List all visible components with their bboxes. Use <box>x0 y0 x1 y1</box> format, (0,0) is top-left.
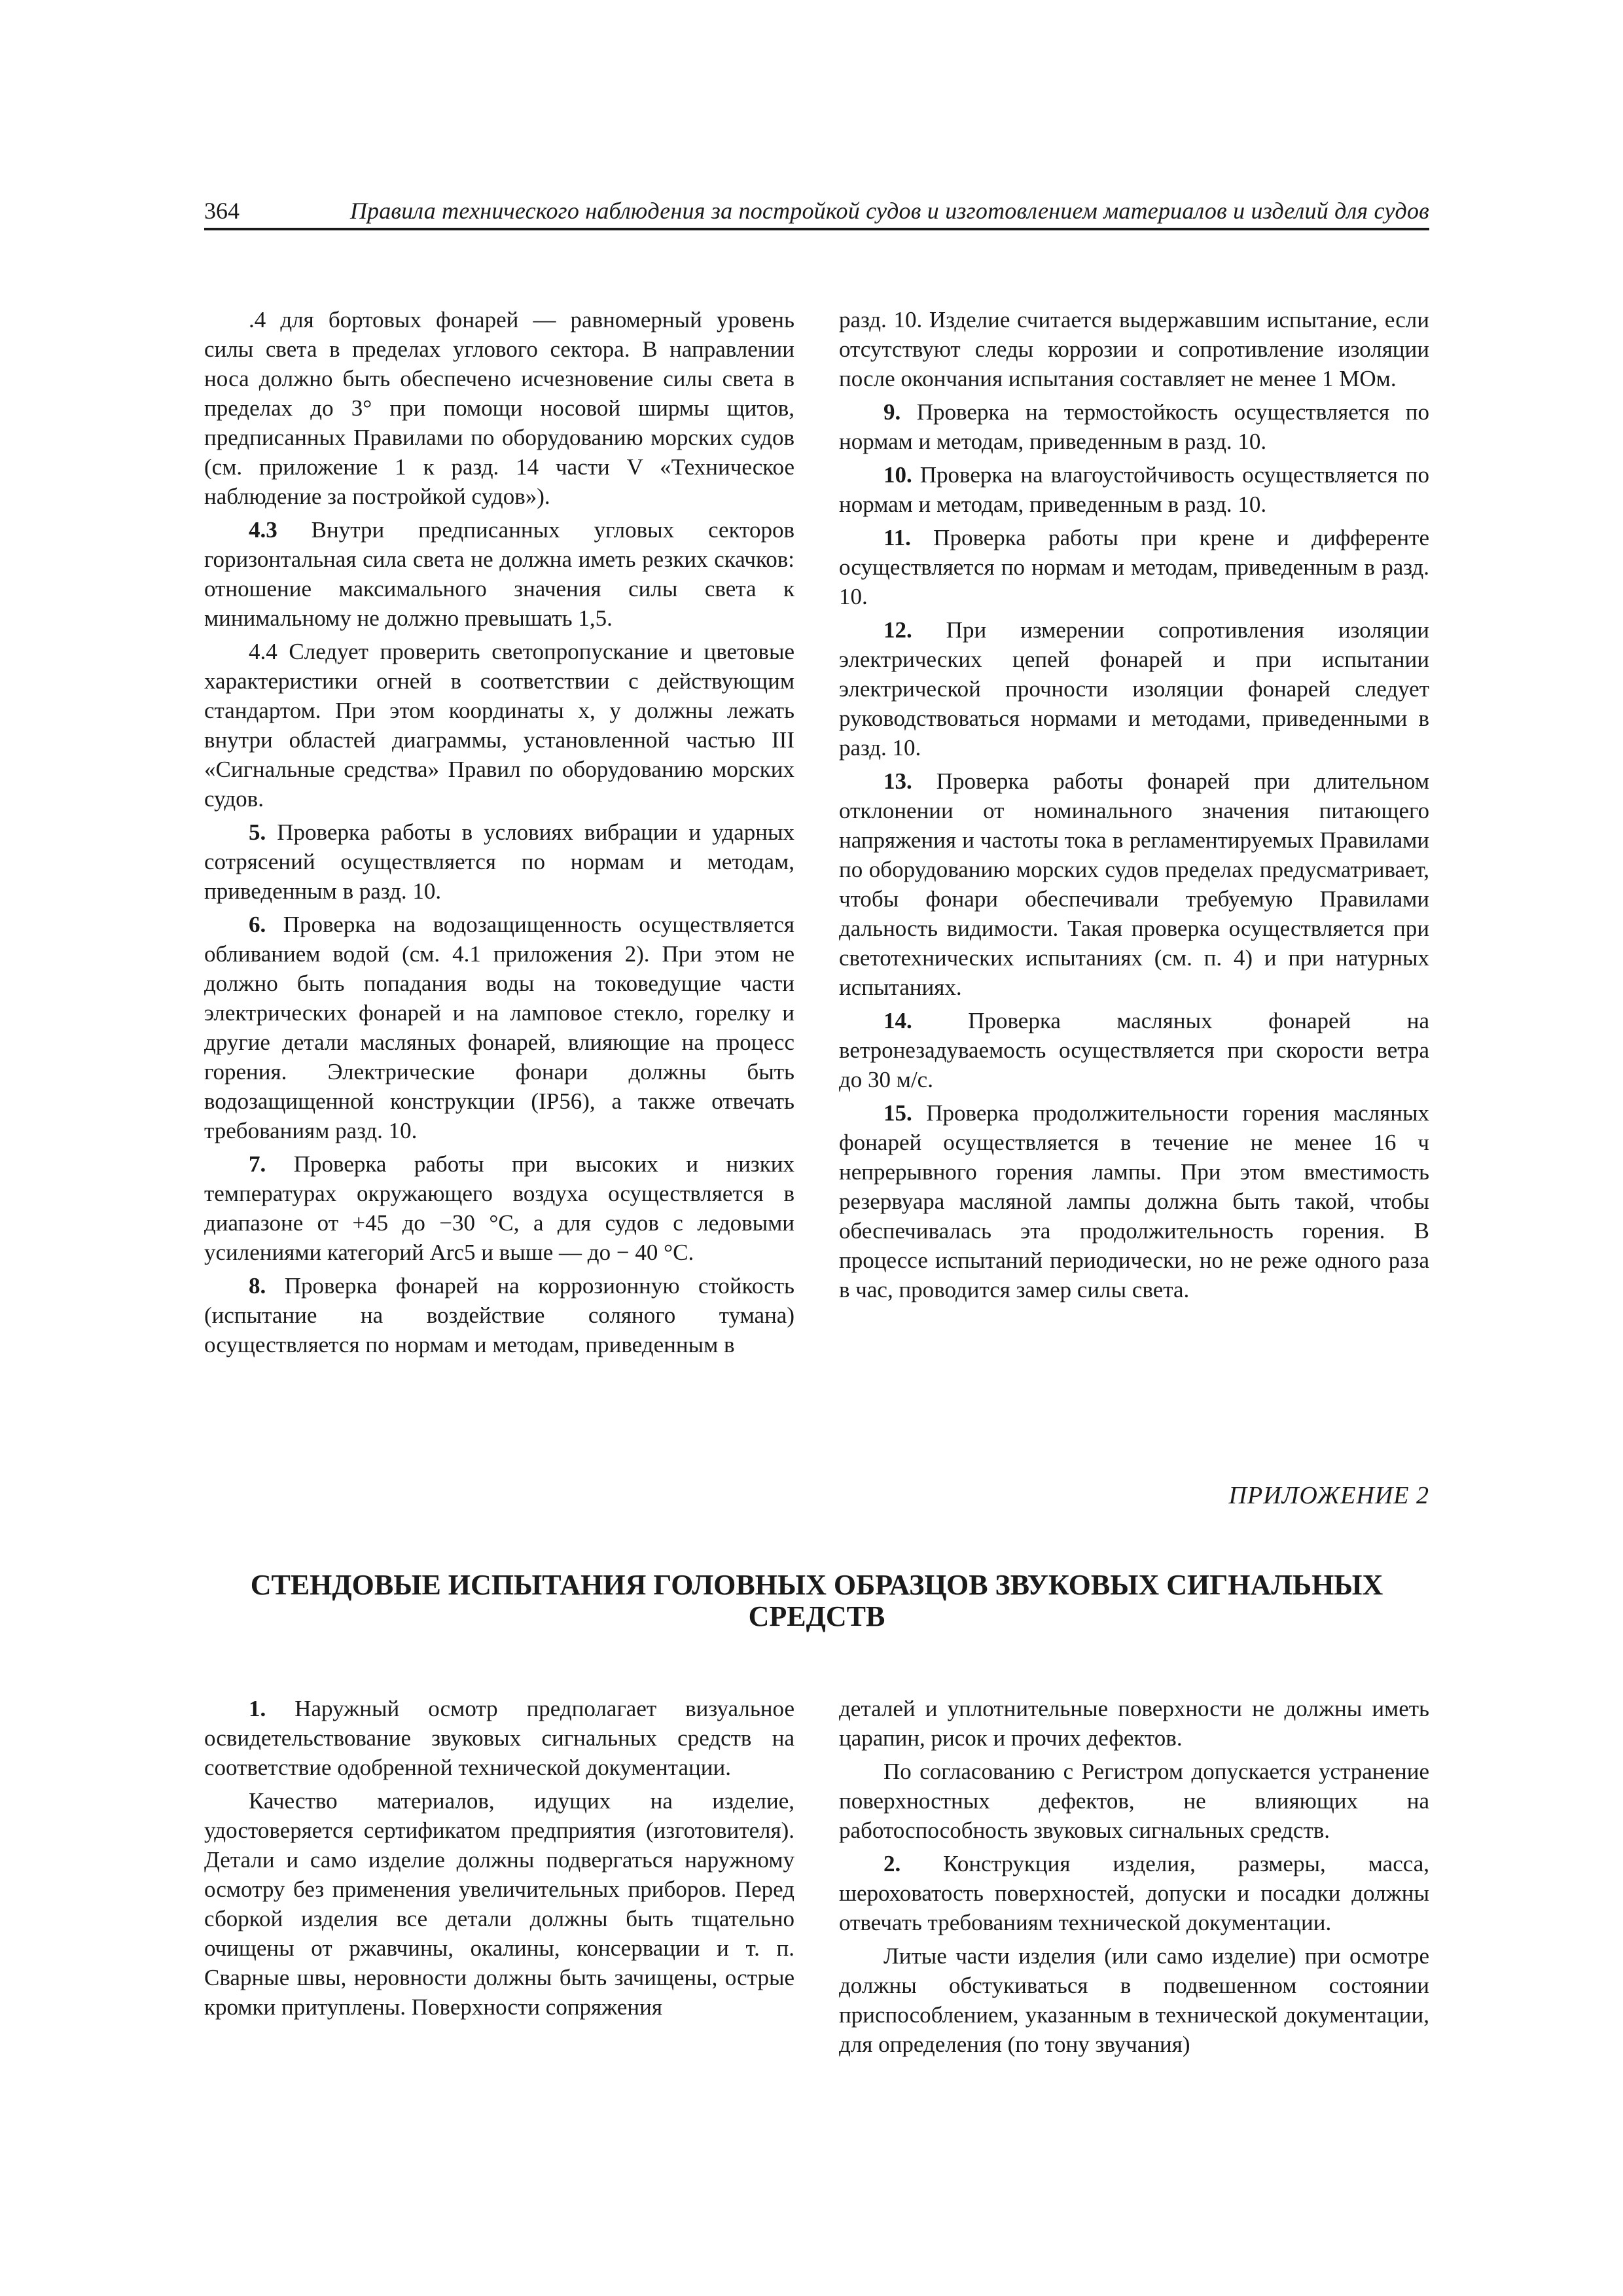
section-title-line-2: СРЕДСТВ <box>748 1600 885 1632</box>
paragraph-text: Проверка работы при высоких и низких температурах окружающего воздуха осуществляется в диапазоне от +45 до −30 °С, а для судов с ледовыми усилениями категорий Arc5 и выше — до − 40 °С. <box>204 1151 794 1265</box>
paragraph <box>204 515 794 633</box>
running-title: Правила технического наблюдения за постройкой судов и изготовлением материалов и изделий для судов <box>349 198 1429 224</box>
paragraph-text: 4.4 Следует проверить светопропускание и цветовые характеристики огней в соответствии с действующим стандартом. При этом координаты x, y должны лежать внутри областей диаграммы, установленной частью III «Сигнальные средства» Правил по оборудованию морских судов. <box>204 639 794 812</box>
paragraph-text: Проверка фонарей на коррозионную стойкость (испытание на воздействие соляного тумана) осуществляется по нормам и методам, приведенным в <box>204 1273 794 1357</box>
paragraph <box>204 910 794 1145</box>
top-columns <box>204 305 1429 1363</box>
appendix-label: ПРИЛОЖЕНИЕ 2 <box>1228 1482 1429 1509</box>
paragraph-text: Проверка на водозащищенность осуществляется обливанием водой (см. 4.1 приложения 2). При этом не должно быть попадания воды на токоведущие части электрических фонарей и на ламповое стекло, горелку и другие детали масляных фонарей, влияющие на процесс горения. Электрические фонари должны быть водозащищенной конструкции (IP56), а также отвечать требованиям разд. 10. <box>204 912 794 1143</box>
paragraph <box>204 817 794 906</box>
paragraph <box>839 1849 1429 1937</box>
paragraph-text: Проверка продолжительности горения масляных фонарей осуществляется в течение не менее 16 ч непрерывного горения лампы. При этом вместимость резервуара масляной лампы должна быть такой, чтобы обеспечивалась эта продолжительность горения. В процессе испытаний периодически, но не реже одного раза в час, проводится замер силы света. <box>839 1100 1429 1302</box>
paragraph-text: Внутри предписанных угловых секторов горизонтальная сила света не должна иметь резких скачков: отношение максимального значения силы света к минимальному не должно превышать 1,5. <box>204 517 794 631</box>
paragraph <box>839 1757 1429 1845</box>
paragraph-text: Проверка на влагоустойчивость осуществляется по нормам и методам, приведенным в разд. 10. <box>839 462 1429 517</box>
clause-number: 11. <box>883 525 911 550</box>
clause-number: 12. <box>883 617 912 643</box>
clause-number: 8. <box>249 1273 266 1299</box>
paragraph <box>839 1941 1429 2059</box>
paragraph <box>839 397 1429 456</box>
paragraph-text: При измерении сопротивления изоляции электрических цепей фонарей и при испытании электрической прочности изоляции фонарей следует руководствоваться нормами и методами, приведенными в разд. 10. <box>839 617 1429 761</box>
page-number: 364 <box>204 198 240 224</box>
top-right-column <box>839 305 1429 1363</box>
clause-number: 1. <box>249 1696 266 1721</box>
clause-number: 2. <box>883 1851 901 1876</box>
clause-number: 7. <box>249 1151 266 1177</box>
paragraph <box>839 1098 1429 1304</box>
paragraph-text: Качество материалов, идущих на изделие, удостоверяется сертификатом предприятия (изготовителя). Детали и само изделие должны подвергаться наружному осмотру без применения увеличительных приборов. Перед сборкой изделия все детали должны быть тщательно очищены от ржавчины, окалины, консервации и т. п. Сварные швы, неровности должны быть зачищены, острые кромки притуплены. Поверхности сопряжения <box>204 1788 794 2020</box>
section-title <box>204 1570 1429 1632</box>
paragraph-text: .4 для бортовых фонарей — равномерный уровень силы света в пределах углового сектора. В направлении носа должно быть обеспечено исчезновение силы света в пределах до 3° при помощи носовой ширмы щитов, предписанных Правилами по оборудованию морских судов (см. приложение 1 к разд. 14 части V «Техническое наблюдение за постройкой судов»). <box>204 307 794 509</box>
paragraph-text: По согласованию с Регистром допускается устранение поверхностных дефектов, не влияющих на работоспособность звуковых сигнальных средств. <box>839 1759 1429 1843</box>
paragraph <box>839 523 1429 611</box>
clause-number: 4.3 <box>249 517 277 543</box>
clause-number: 10. <box>883 462 912 488</box>
clause-number: 13. <box>883 768 912 794</box>
section-title-line-1: СТЕНДОВЫЕ ИСПЫТАНИЯ ГОЛОВНЫХ ОБРАЗЦОВ ЗВУКОВЫХ СИГНАЛЬНЫХ <box>250 1569 1383 1601</box>
paragraph-text: Проверка масляных фонарей на ветронезадуваемость осуществляется при скорости ветра до 30 м/с. <box>839 1008 1429 1092</box>
paragraph <box>839 1694 1429 1753</box>
clause-number: 15. <box>883 1100 912 1126</box>
paragraph <box>839 305 1429 393</box>
paragraph <box>204 305 794 511</box>
clause-number: 6. <box>249 912 266 937</box>
paragraph-text: Литые части изделия (или само изделие) при осмотре должны обстукиваться в подвешенном состоянии приспособлением, указанным в технической документации, для определения (по тону звучания) <box>839 1943 1429 2057</box>
paragraph-text: деталей и уплотнительные поверхности не должны иметь царапин, рисок и прочих дефектов. <box>839 1696 1429 1751</box>
paragraph-text: Конструкция изделия, размеры, масса, шероховатость поверхностей, допуски и посадки должны отвечать требованиям технической документации. <box>839 1851 1429 1935</box>
paragraph-text: Проверка работы в условиях вибрации и ударных сотрясений осуществляется по нормам и методам, приведенным в разд. 10. <box>204 819 794 904</box>
paragraph <box>204 1786 794 2022</box>
bottom-columns <box>204 1694 1429 2063</box>
clause-number: 5. <box>249 819 266 845</box>
paragraph-text: Наружный осмотр предполагает визуальное освидетельствование звуковых сигнальных средств на соответствие одобренной технической документации. <box>204 1696 794 1780</box>
paragraph <box>204 637 794 814</box>
running-header <box>204 196 1429 230</box>
paragraph <box>839 1006 1429 1094</box>
paragraph <box>204 1694 794 1782</box>
clause-number: 14. <box>883 1008 912 1033</box>
paragraph <box>204 1271 794 1359</box>
paragraph <box>839 766 1429 1002</box>
paragraph <box>839 460 1429 519</box>
paragraph-text: Проверка работы при крене и дифференте осуществляется по нормам и методам, приведенным в разд. 10. <box>839 525 1429 609</box>
top-left-column <box>204 305 794 1363</box>
paragraph <box>204 1149 794 1267</box>
paragraph-text: Проверка работы фонарей при длительном отклонении от номинального значения питающего напряжения и частоты тока в регламентируемых Правилами по оборудованию морских судов пределах предусматривает, чтобы фонари обеспечивали требуемую Правилами дальность видимости. Такая проверка осуществляется при светотехнических испытаниях (см. п. 4) и при натурных испытаниях. <box>839 768 1429 1000</box>
bottom-right-column <box>839 1694 1429 2063</box>
paragraph-text: разд. 10. Изделие считается выдержавшим испытание, если отсутствуют следы коррозии и сопротивление изоляции после окончания испытания составляет не менее 1 МОм. <box>839 307 1429 391</box>
paragraph-text: Проверка на термостойкость осуществляется по нормам и методам, приведенным в разд. 10. <box>839 399 1429 454</box>
paragraph <box>839 615 1429 762</box>
clause-number: 9. <box>883 399 901 425</box>
bottom-left-column <box>204 1694 794 2063</box>
